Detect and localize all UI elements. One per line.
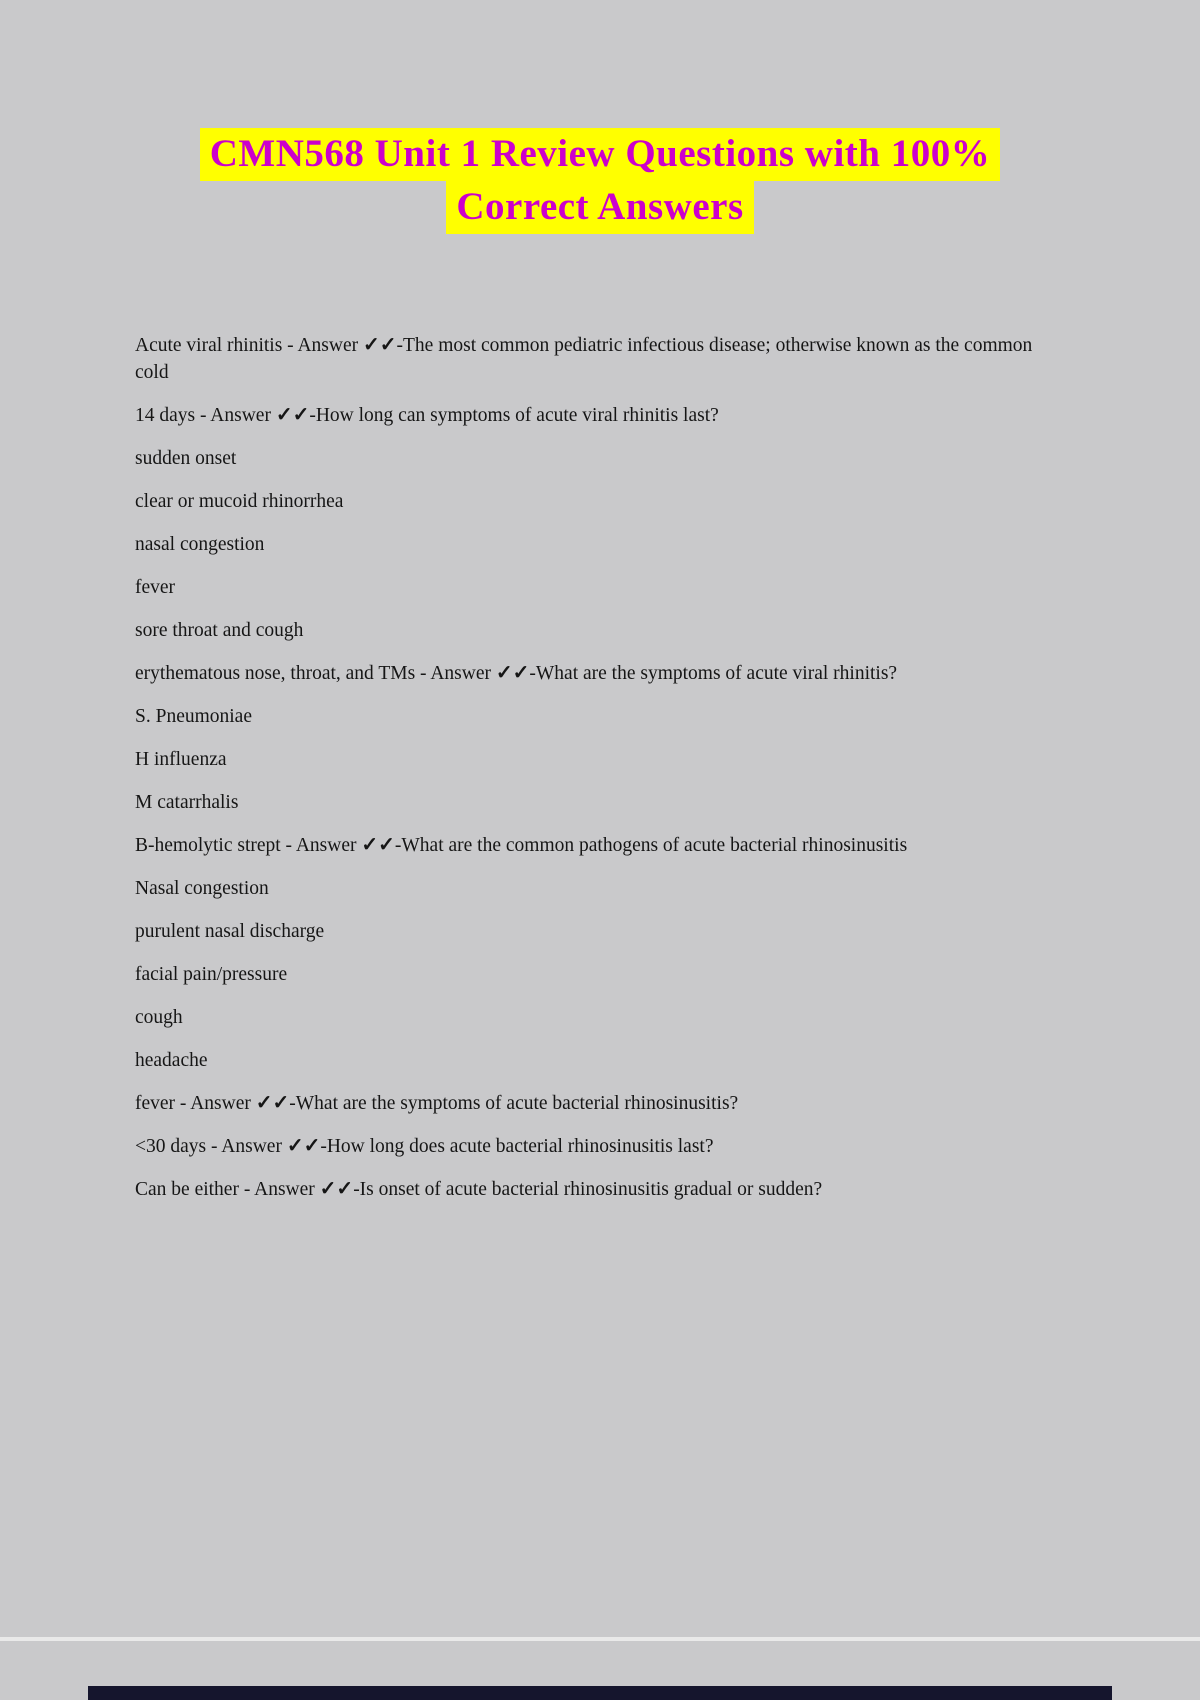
paragraph: headache: [135, 1049, 208, 1071]
paragraph: M catarrhalis: [135, 791, 239, 813]
check-icon: ✓: [319, 1177, 337, 1200]
bottom-bar: [88, 1686, 1112, 1700]
title-line-1: CMN568 Unit 1 Review Questions with 100%: [200, 128, 1000, 181]
check-icon: ✓: [512, 661, 530, 684]
paragraph: 14 days - Answer ✓✓-How long can symptoms of acute viral rhinitis last?: [135, 403, 719, 426]
paragraph: fever - Answer ✓✓-What are the symptoms of acute bacterial rhinosinusitis?: [135, 1091, 739, 1114]
check-icon: ✓: [292, 403, 310, 426]
check-icon: ✓: [303, 1134, 321, 1157]
check-icon: ✓: [275, 403, 293, 426]
paragraph: Can be either - Answer ✓✓-Is onset of acute bacterial rhinosinusitis gradual or sudden?: [135, 1177, 823, 1200]
check-icon: ✓: [286, 1134, 304, 1157]
paragraph: <30 days - Answer ✓✓-How long does acute bacterial rhinosinusitis last?: [135, 1134, 714, 1157]
document-title: [0, 0, 1200, 234]
paragraph: S. Pneumoniae: [135, 705, 252, 727]
page-divider: [0, 1637, 1200, 1641]
check-icon: ✓: [495, 661, 513, 684]
check-icon: ✓: [272, 1091, 290, 1114]
paragraph: sore throat and cough: [135, 619, 304, 641]
check-icon: ✓: [363, 333, 380, 356]
paragraph: H influenza: [135, 748, 227, 770]
paragraph: cough: [135, 1006, 183, 1028]
paragraph: sudden onset: [135, 447, 237, 469]
check-icon: ✓: [361, 833, 379, 856]
check-icon: ✓: [378, 833, 395, 856]
paragraph: purulent nasal discharge: [135, 920, 325, 942]
paragraph: facial pain/pressure: [135, 963, 288, 985]
check-icon: ✓: [255, 1091, 273, 1114]
title-line-2: Correct Answers: [446, 181, 753, 234]
paragraph: Nasal congestion: [135, 877, 269, 899]
check-icon: ✓: [336, 1177, 354, 1200]
paragraph: Acute viral rhinitis - Answer ✓✓-The most common pediatric infectious disease; otherwise known as the common cold: [135, 333, 1033, 383]
paragraph: B-hemolytic strept - Answer ✓✓-What are the common pathogens of acute bacterial rhinosinusitis: [135, 833, 908, 856]
paragraph: nasal congestion: [135, 533, 265, 555]
paragraph: fever: [135, 576, 176, 598]
document-body: [135, 332, 1060, 1203]
check-icon: ✓: [379, 333, 397, 356]
paragraph: clear or mucoid rhinorrhea: [135, 490, 344, 512]
paragraph: erythematous nose, throat, and TMs - Answer ✓✓-What are the symptoms of acute viral rhinitis?: [135, 661, 898, 684]
